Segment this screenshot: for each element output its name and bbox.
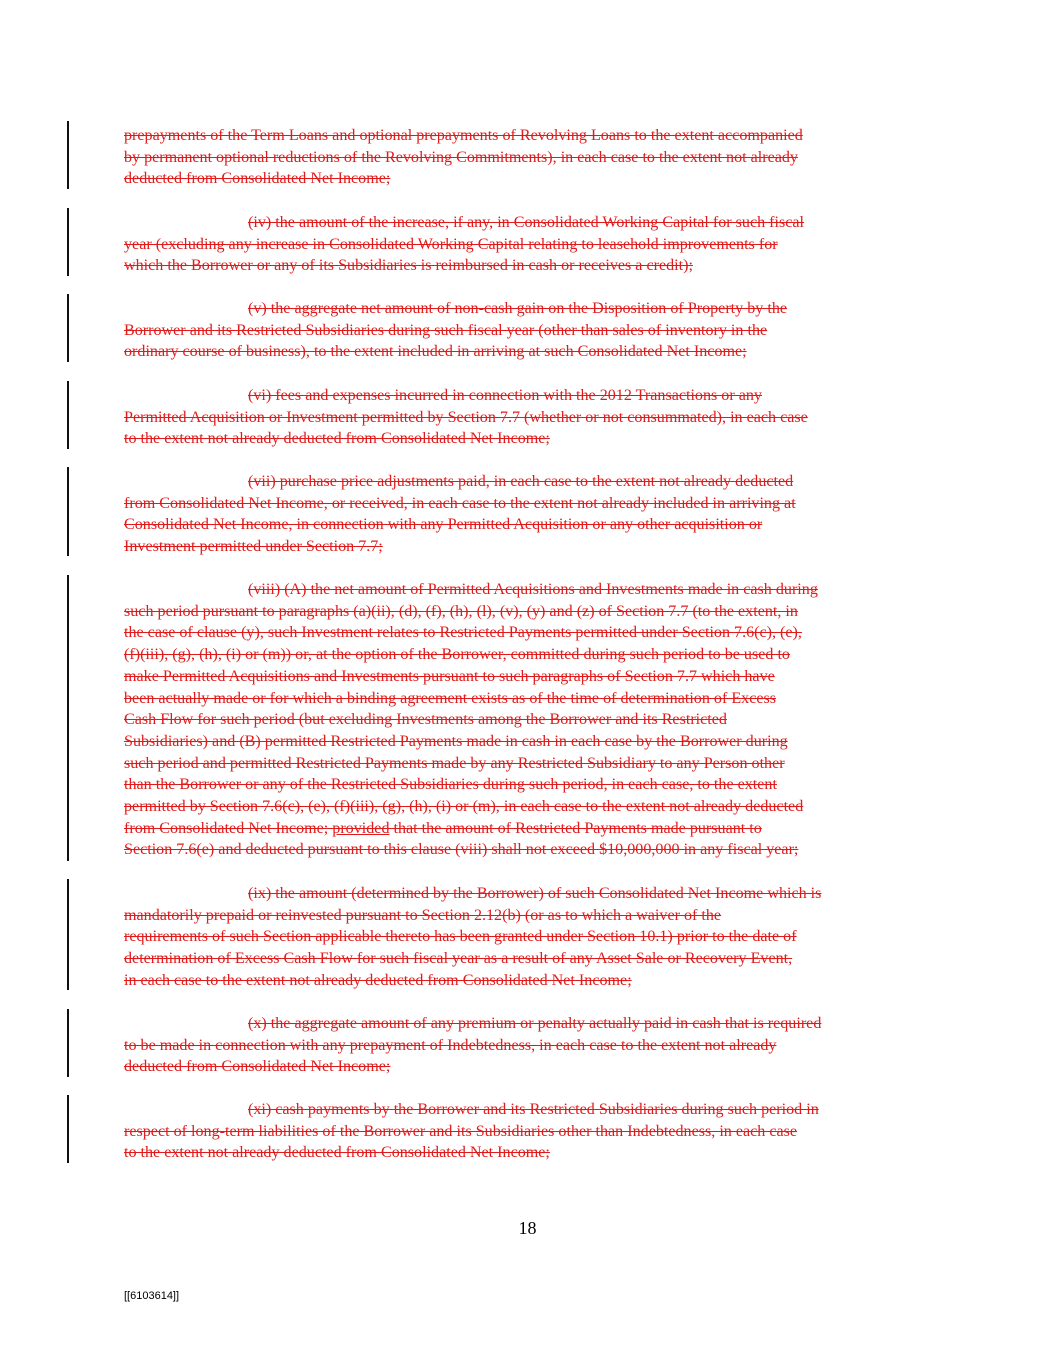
paragraph-prepayments: prepayments of the Term Loans and optional prepayments of Revolving Loans to the extent accompanied by permanent optional reductions of the Revolving Commitments), in each case to the extent not already deducted from Consolidated Net Income; xyxy=(124,127,803,188)
change-bar xyxy=(67,879,69,990)
page-number: 18 xyxy=(518,1218,537,1238)
provided-underlined: provided xyxy=(332,819,390,837)
paragraph-vi: (vi) fees and expenses incurred in connection with the 2012 Transactions or any Permitted Acquisition or Investment permitted by Section 7.7 (whether or not consummated), in each case to the extent not already deducted from Consolidated Net Income; xyxy=(124,387,808,448)
change-bar xyxy=(67,208,69,276)
paragraph-iv: (iv) the amount of the increase, if any, in Consolidated Working Capital for such fiscal year (excluding any increase in Consolidated Working Capital relating to leasehold improvements for which the Borrower or any of its Subsidiaries is reimbursed in cash or receives a credit); xyxy=(124,214,805,275)
paragraph-xi: (xi) cash payments by the Borrower and its Restricted Subsidiaries during such period in respect of long-term liabilities of the Borrower and its Subsidiaries other than Indebtedness, in each case to the extent not already deducted from Consolidated Net Income; xyxy=(124,1101,819,1162)
paragraph-viii-text-end: that the amount of Restricted Payments made pursuant to Section 7.6(e) and deducted pursuant to this clause (viii) shall not exceed $10,000,000 in any fiscal year; xyxy=(124,819,799,859)
change-bar xyxy=(67,1095,69,1163)
change-bar xyxy=(67,1009,69,1077)
paragraph-vii: (vii) purchase price adjustments paid, in each case to the extent not already deducted from Consolidated Net Income, or received, in each case to the extent not already included in arriving at Consolidated Net Income, in connection with any Permitted Acquisition or any other acquisition or Investment permitted under Section 7.7; xyxy=(124,473,796,556)
document-id: [[6103614]] xyxy=(124,1290,180,1302)
paragraph-x: (x) the aggregate amount of any premium or penalty actually paid in cash that is required to be made in connection with any prepayment of Indebtedness, in each case to the extent not already deducted from Consolidated Net Income; xyxy=(124,1015,822,1076)
change-bar xyxy=(67,575,69,861)
change-bar xyxy=(67,294,69,362)
paragraph-viii-text: (viii) (A) the net amount of Permitted Acquisitions and Investments made in cash during such period pursuant to paragraphs (a)(ii), (d), (f), (h), (l), (v), (y) and (z) of Section 7.7 (to the extent, in the case of clause (y), such Investment relates to Restricted Payments permitted under Section 7.6(c), (e), (f)(iii), (g), (h), (i) or (m)) or, at the option of the Borrower, committed during such period to be used to make Permitted Acquisitions and Investments pursuant to such paragraphs of Section 7.7 which have been actually made or for which a binding agreement exists as of the time of determination of Excess Cash Flow for such period (but excluding Investments among the Borrower and its Restricted Subsidiaries) and (B) permitted Restricted Payments made in cash in each case by the Borrower during such period and permitted Restricted Payments made by any Restricted Subsidiary to any Person other than the Borrower or any of the Restricted Subsidiaries during such period, in each case, to the extent permitted by Section 7.6(c), (e), (f)(iii), (g), (h), (i) or (m), in each case to the extent not already deducted from Consolidated Net Income; xyxy=(124,581,818,837)
paragraph-v: (v) the aggregate net amount of non-cash gain on the Disposition of Property by the Borrower and its Restricted Subsidiaries during such fiscal year (other than sales of inventory in the ordinary course of business), to the extent included in arriving at such Consolidated Net Income; xyxy=(124,300,788,361)
change-bar xyxy=(67,121,69,189)
paragraph-viii xyxy=(124,579,934,861)
change-bar xyxy=(67,381,69,449)
change-bar xyxy=(67,467,69,556)
paragraph-ix: (ix) the amount (determined by the Borrower) of such Consolidated Net Income which is mandatorily prepaid or reinvested pursuant to Section 2.12(b) (or as to which a waiver of the requirements of such Section applicable thereto has been granted under Section 10.1) prior to the date of determination of Excess Cash Flow for such fiscal year as a result of any Asset Sale or Recovery Event, in each case to the extent not already deducted from Consolidated Net Income; xyxy=(124,885,822,989)
